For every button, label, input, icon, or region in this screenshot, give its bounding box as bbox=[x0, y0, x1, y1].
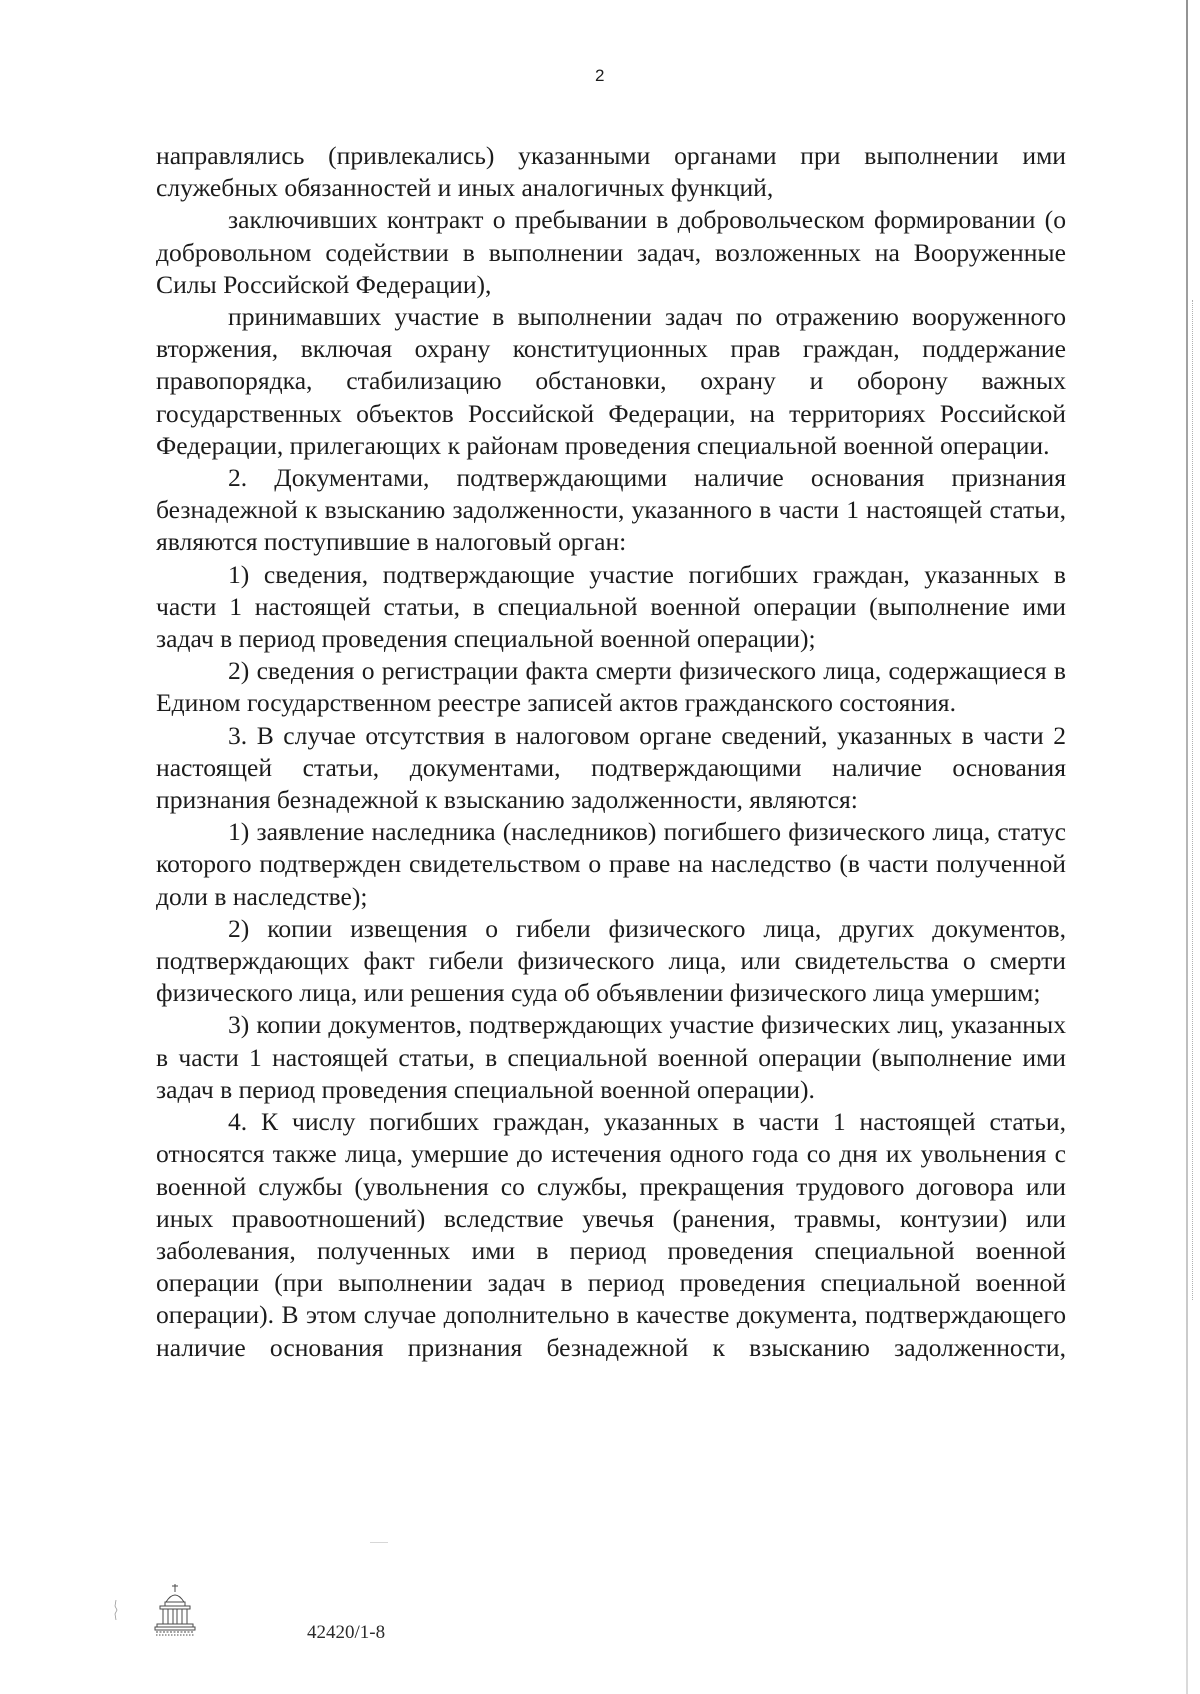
paragraph: 1) заявление наследника (наследников) погибшего физического лица, статус которого подтвержден свидетельством о праве на наследство (в части полученной доли в наследстве); bbox=[156, 817, 1066, 911]
paragraph: заключивших контракт о пребывании в добровольческом формировании (о добровольном содействии в выполнении задач, возложенных на Вооруженные Силы Российской Федерации), bbox=[156, 205, 1066, 299]
paragraph: направлялись (привлекались) указанными органами при выполнении ими служебных обязанностей и иных аналогичных функций, bbox=[156, 141, 1066, 203]
parliament-building-seal-icon bbox=[152, 1582, 198, 1640]
paragraph: 3) копии документов, подтверждающих участие физических лиц, указанных в части 1 настоящей статьи, в специальной военной операции (выполнение ими задач в период проведения специальной военной операции). bbox=[156, 1010, 1066, 1104]
page-number: 2 bbox=[595, 66, 605, 85]
paragraph: 2. Документами, подтверждающими наличие основания признания безнадежной к взысканию задолженности, указанного в части 1 настоящей статьи, являются поступившие в налоговый орган: bbox=[156, 463, 1066, 557]
paragraph: 2) сведения о регистрации факта смерти физического лица, содержащиеся в Едином государственном реестре записей актов гражданского состояния. bbox=[156, 656, 1066, 718]
scan-edge-dots bbox=[1192, 300, 1194, 1300]
document-code: 42420/1-8 bbox=[307, 1622, 386, 1643]
paragraph: 1) сведения, подтверждающие участие погибших граждан, указанных в части 1 настоящей статьи, в специальной военной операции (выполнение ими задач в период проведения специальной военной операции); bbox=[156, 559, 1066, 654]
document-body bbox=[156, 140, 1066, 1364]
scan-artifact bbox=[370, 1542, 388, 1543]
paragraph: 2) копии извещения о гибели физического лица, других документов, подтверждающих факт гибели физического лица, или свидетельства о смерти физического лица, или решения суда об объявлении физического лица умершим; bbox=[156, 913, 1066, 1008]
scan-margin-mark bbox=[114, 1600, 118, 1620]
paragraph: 3. В случае отсутствия в налоговом органе сведений, указанных в части 2 настоящей статьи, документами, подтверждающими наличие основания признания безнадежной к взысканию задолженности, являются: bbox=[156, 720, 1066, 815]
paragraph: принимавших участие в выполнении задач по отражению вооруженного вторжения, включая охрану конституционных прав граждан, поддержание правопорядка, стабилизацию обстановки, охрану и оборону важных государственных объектов Российской Федерации, на территориях Российской Федерации, прилегающих к районам проведения специальной военной операции. bbox=[156, 302, 1066, 460]
paragraph: 4. К числу погибших граждан, указанных в части 1 настоящей статьи, относятся также лица, умершие до истечения одного года со дня их увольнения с военной службы (увольнения со службы, прекращения трудового договора или иных правоотношений) вследствие увечья (ранения, травмы, контузии) или заболевания, полученных ими в период проведения специальной военной операции (при выполнении задач в период проведения специальной военной операции). В этом случае дополнительно в качестве документа, подтверждающего наличие основания признания безнадежной к взысканию задолженности, bbox=[156, 1107, 1066, 1362]
scan-right-edge bbox=[1186, 0, 1188, 1694]
